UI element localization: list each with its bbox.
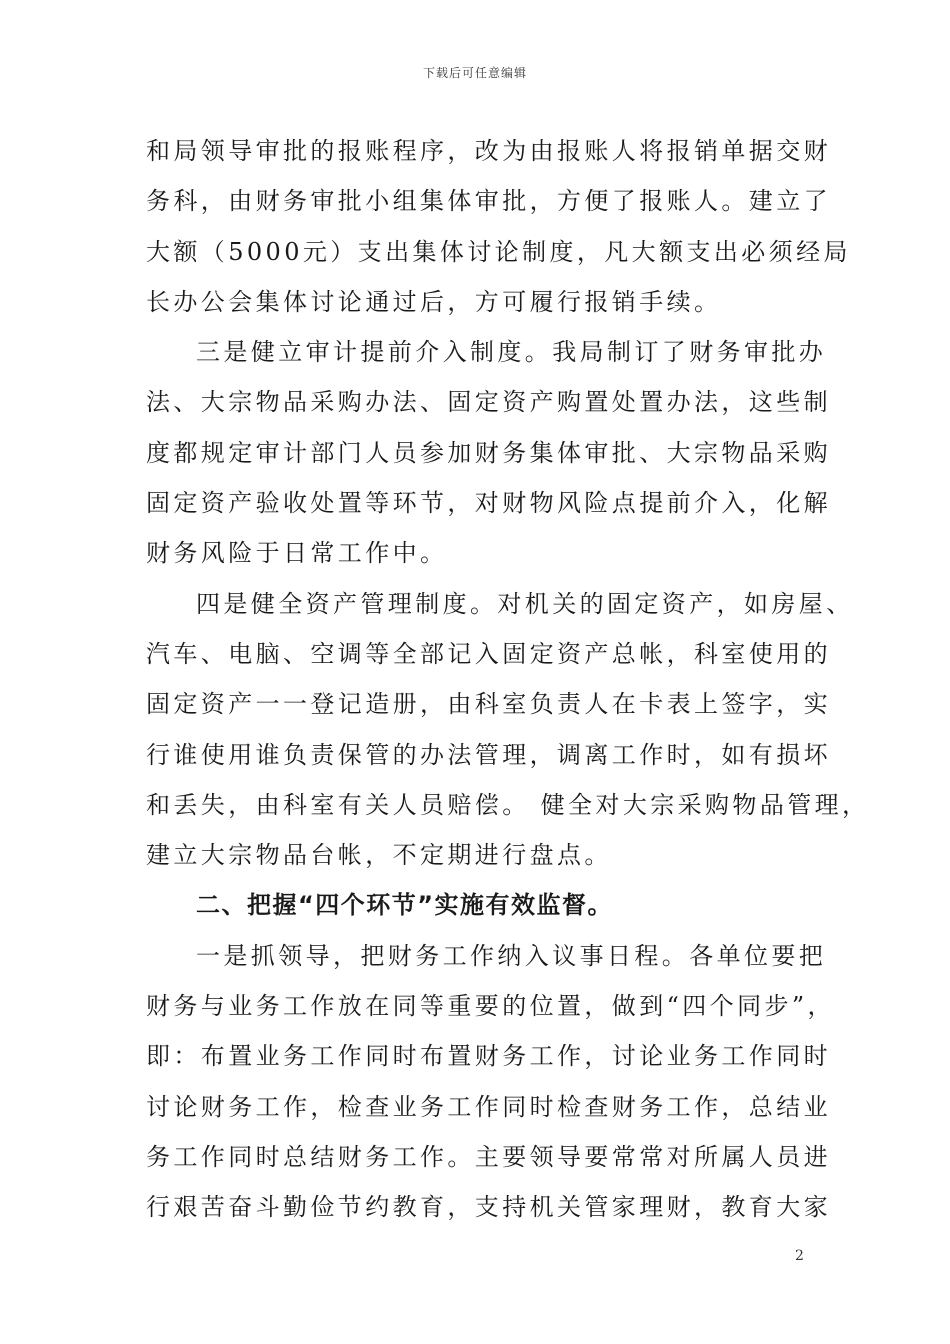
body-line: 长办公会集体讨论通过后，方可履行报销手续。	[146, 287, 722, 316]
body-line: 汽车、电脑、空调等全部记入固定资产总帐，科室使用的	[146, 639, 831, 668]
paragraph-first-line: 四是健全资产管理制度。对机关的固定资产，如房屋、	[196, 589, 854, 618]
body-line: 法、大宗物品采购办法、固定资产购置处置办法，这些制	[146, 388, 831, 417]
body-line: 财务风险于日常工作中。	[146, 539, 448, 568]
document-body	[146, 126, 870, 1233]
body-line: 固定资产一一登记造册，由科室负责人在卡表上签字，实	[146, 690, 831, 719]
body-line: 大额（5000元）支出集体讨论制度，凡大额支出必须经局	[146, 237, 851, 266]
body-line: 即：布置业务工作同时布置财务工作，讨论业务工作同时	[146, 1042, 831, 1071]
paragraph-first-line: 一是抓领导，把财务工作纳入议事日程。各单位要把	[196, 941, 827, 970]
body-line: 和局领导审批的报账程序，改为由报账人将报销单据交财	[146, 137, 831, 165]
body-line: 务工作同时总结财务工作。主要领导要常常对所属人员进	[146, 1142, 831, 1171]
page-header: 下载后可任意编辑	[422, 66, 527, 80]
body-line: 行谁使用谁负责保管的办法管理，调离工作时，如有损坏	[146, 740, 831, 769]
body-line: 和丢失，由科室有关人员赔偿。 健全对大宗采购物品管理，	[146, 790, 870, 819]
body-line: 建立大宗物品台帐，不定期进行盘点。	[146, 841, 612, 870]
body-line: 务科，由财务审批小组集体审批，方便了报账人。建立了	[146, 187, 831, 216]
paragraph-first-line: 三是健立审计提前介入制度。我局制订了财务审批办	[196, 338, 827, 367]
body-line: 财务与业务工作放在同等重要的位置，做到“四个同步”，	[146, 992, 835, 1021]
body-line: 行艰苦奋斗勤俭节约教育，支持机关管家理财，教育大家	[146, 1193, 831, 1222]
page-number: 2	[795, 1248, 804, 1264]
body-line: 度都规定审计部门人员参加财务集体审批、大宗物品采购	[146, 438, 831, 467]
body-line: 固定资产验收处置等环节，对财物风险点提前介入，化解	[146, 489, 831, 518]
body-line: 讨论财务工作，检查业务工作同时检查财务工作，总结业	[146, 1092, 831, 1121]
section-heading: 二、把握“四个环节”实施有效监督。	[196, 891, 614, 920]
